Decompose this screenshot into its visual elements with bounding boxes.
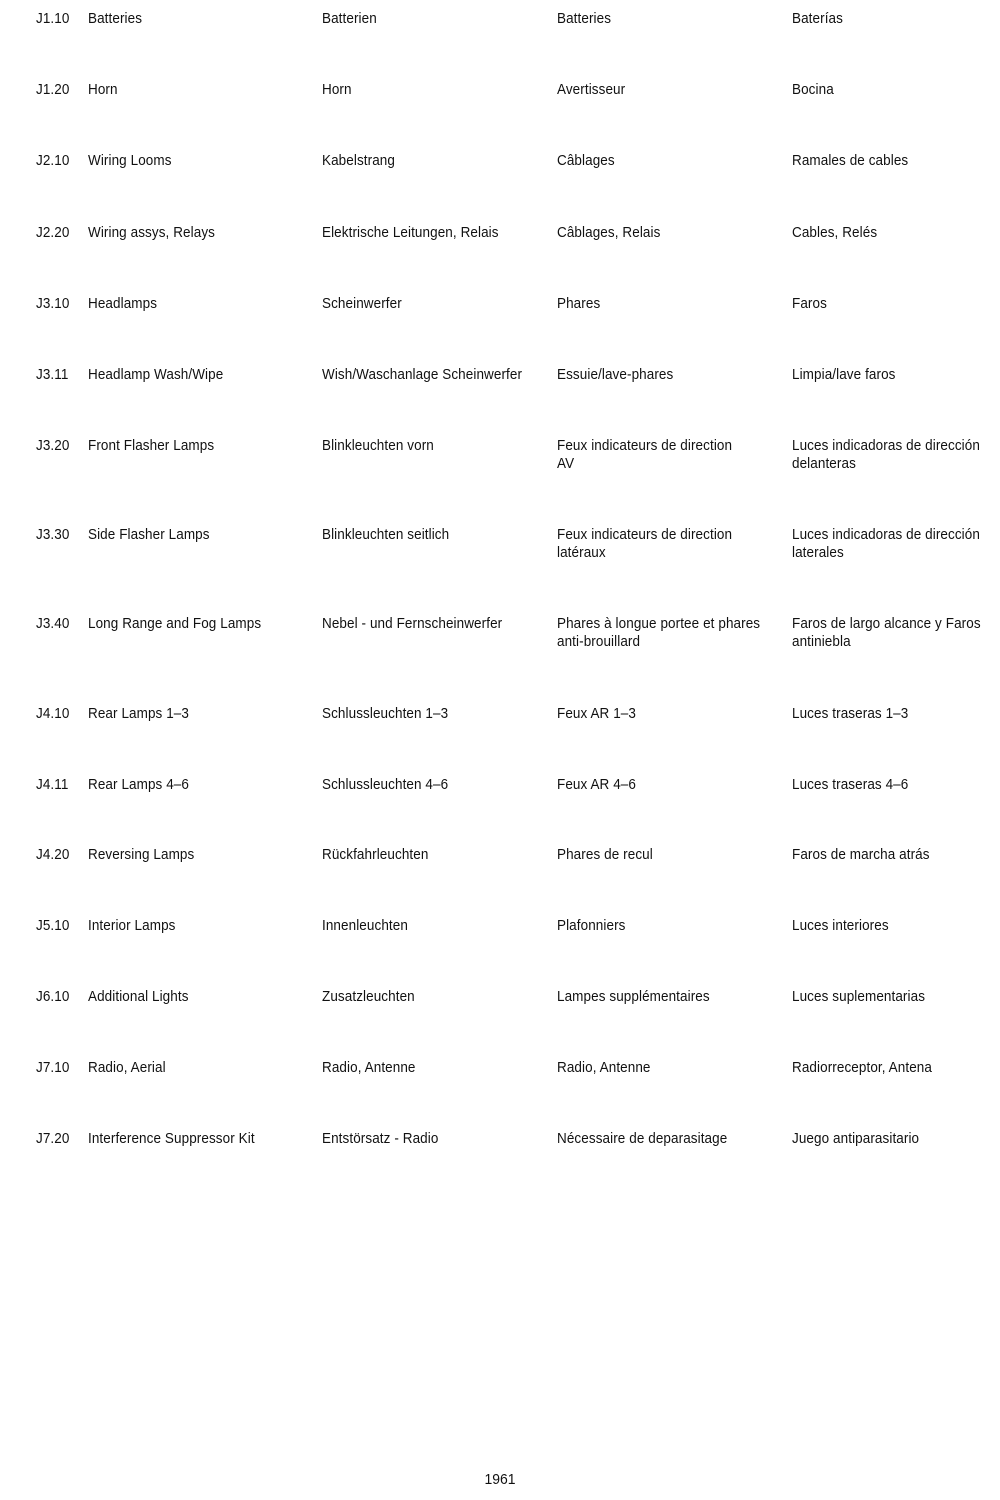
german-term: Batterien [322,11,377,27]
table-row [0,705,1000,755]
french-term: Nécessaire de deparasitage [557,1131,728,1147]
french-term: Batteries [557,11,612,27]
section-code: J5.10 [36,918,70,934]
english-term: Front Flasher Lamps [88,438,215,454]
english-term: Interior Lamps [88,918,176,934]
table-row [0,224,1000,274]
german-term: Innenleuchten [322,918,408,934]
section-code: J3.11 [36,367,69,383]
spanish-term: Radiorreceptor, Antena [792,1060,932,1076]
spanish-term: Baterías [792,11,843,27]
german-term: Scheinwerfer [322,296,402,312]
french-term: Plafonniers [557,918,626,934]
table-row [0,776,1000,826]
german-term: Wish/Waschanlage Scheinwerfer [322,367,523,383]
section-code: J3.20 [36,438,70,454]
english-term: Reversing Lamps [88,847,195,863]
table-row [0,526,1000,576]
french-term: Avertisseur [557,82,626,98]
table-row [0,917,1000,967]
german-term: Blinkleuchten vorn [322,438,434,454]
english-term: Long Range and Fog Lamps [88,616,262,632]
section-code: J2.10 [36,153,70,169]
section-code: J3.30 [36,527,70,543]
section-code: J1.20 [36,82,70,98]
spanish-term: Ramales de cables [792,153,909,169]
french-term: Câblages [557,153,615,169]
spanish-term: Cables, Relés [792,225,878,241]
section-code: J3.10 [36,296,70,312]
section-code: J4.11 [36,777,69,793]
english-term: Rear Lamps 4–6 [88,777,190,793]
section-code: J7.20 [36,1131,70,1147]
table-row [0,615,1000,665]
french-term: Feux indicateurs de direction latéraux [557,527,733,561]
table-row [0,1130,1000,1180]
spanish-term: Faros de marcha atrás [792,847,930,863]
english-term: Batteries [88,11,143,27]
table-row [0,988,1000,1038]
spanish-term: Luces traseras 1–3 [792,706,909,722]
german-term: Entstörsatz - Radio [322,1131,439,1147]
french-term: Câblages, Relais [557,225,661,241]
german-term: Elektrische Leitungen, Relais [322,225,499,241]
french-term: Feux AR 4–6 [557,777,636,793]
english-term: Headlamps [88,296,158,312]
section-code: J7.10 [36,1060,70,1076]
table-row [0,295,1000,345]
french-term: Essuie/lave-phares [557,367,674,383]
spanish-term: Faros de largo alcance y Faros antiniebla [792,616,981,650]
section-code: J1.10 [36,11,70,27]
english-term: Wiring Looms [88,153,172,169]
english-term: Rear Lamps 1–3 [88,706,190,722]
english-term: Horn [88,82,118,98]
german-term: Rückfahrleuchten [322,847,429,863]
french-term: Phares à longue portee et phares anti-brouillard [557,616,761,650]
german-term: Schlussleuchten 4–6 [322,777,449,793]
german-term: Blinkleuchten seitlich [322,527,450,543]
german-term: Nebel - und Fernscheinwerfer [322,616,503,632]
french-term: Phares [557,296,601,312]
section-code: J4.20 [36,847,70,863]
spanish-term: Luces indicadoras de dirección delanteras [792,438,980,472]
german-term: Schlussleuchten 1–3 [322,706,449,722]
english-term: Wiring assys, Relays [88,225,216,241]
english-term: Radio, Aerial [88,1060,166,1076]
english-term: Headlamp Wash/Wipe [88,367,224,383]
table-row [0,846,1000,896]
table-row [0,152,1000,202]
spanish-term: Faros [792,296,827,312]
spanish-term: Juego antiparasitario [792,1131,920,1147]
spanish-term: Luces traseras 4–6 [792,777,909,793]
french-term: Radio, Antenne [557,1060,651,1076]
page-number: 1961 [484,1471,516,1488]
spanish-term: Luces indicadoras de dirección laterales [792,527,980,561]
section-code: J2.20 [36,225,70,241]
german-term: Zusatzleuchten [322,989,415,1005]
english-term: Additional Lights [88,989,189,1005]
section-code: J6.10 [36,989,70,1005]
table-row [0,81,1000,131]
german-term: Kabelstrang [322,153,396,169]
french-term: Phares de recul [557,847,653,863]
spanish-term: Luces interiores [792,918,889,934]
spanish-term: Bocina [792,82,834,98]
spanish-term: Limpia/lave faros [792,367,896,383]
german-term: Horn [322,82,352,98]
section-code: J4.10 [36,706,70,722]
section-code: J3.40 [36,616,70,632]
table-row [0,366,1000,416]
table-row [0,1059,1000,1109]
french-term: Feux AR 1–3 [557,706,636,722]
french-term: Feux indicateurs de direction AV [557,438,733,472]
english-term: Interference Suppressor Kit [88,1131,255,1147]
french-term: Lampes supplémentaires [557,989,710,1005]
spanish-term: Luces suplementarias [792,989,926,1005]
english-term: Side Flasher Lamps [88,527,210,543]
table-row [0,437,1000,487]
table-row [0,10,1000,60]
german-term: Radio, Antenne [322,1060,416,1076]
